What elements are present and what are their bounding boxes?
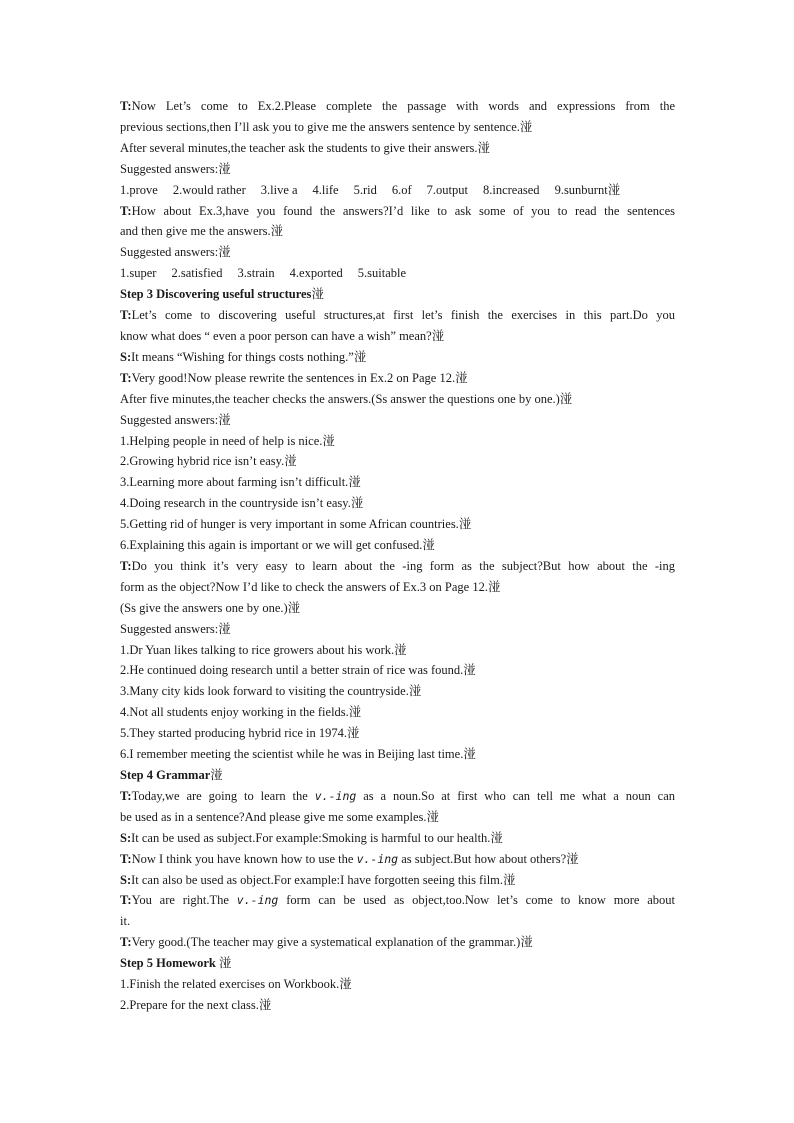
list-item: 1.Helping people in need of help is nice.湴 xyxy=(120,433,335,448)
text-line: T:Very good!Now please rewrite the sentences in Ex.2 on Page 12.湴 xyxy=(120,370,468,385)
text-line: previous sections,then I’ll ask you to give me the answers sentence by sentence.湴 xyxy=(120,119,533,134)
text-line: Suggested answers:湴 xyxy=(120,245,231,260)
list-item: 3.Many city kids look forward to visiting the countryside.湴 xyxy=(120,684,422,699)
answer-row: 1.prove 2.would rather 3.live a 4.life 5.rid 6.of 7.output 8.increased 9.sunburnt湴 xyxy=(120,182,621,197)
text-line: T:Now Let’s come to Ex.2.Please complete the passage with words and expressions from the xyxy=(120,99,675,113)
list-item: 4.Not all students enjoy working in the fields.湴 xyxy=(120,705,362,720)
text-line: Suggested answers:湴 xyxy=(120,412,231,427)
list-item: 2.Growing hybrid rice isn’t easy.湴 xyxy=(120,454,297,469)
step-heading: Step 3 Discovering useful structures湴 xyxy=(120,287,324,302)
text-line: S:It can also be used as object.For example:I have forgotten seeing this film.湴 xyxy=(120,872,516,887)
text-line: and then give me the answers.湴 xyxy=(120,224,284,239)
text-line: After five minutes,the teacher checks the answers.(Ss answer the questions one by one.)湴 xyxy=(120,391,573,406)
list-item: 5.Getting rid of hunger is very important in some African countries.湴 xyxy=(120,517,472,532)
list-item: 5.They started producing hybrid rice in 1974.湴 xyxy=(120,726,360,741)
list-item: 1.Finish the related exercises on Workbook.湴 xyxy=(120,977,352,992)
text-line: T:How about Ex.3,have you found the answers?I’d like to ask some of you to read the sentences xyxy=(120,203,675,218)
text-line: know what does “ even a poor person can have a wish” mean?湴 xyxy=(120,328,445,343)
text-line: form as the object?Now I’d like to check the answers of Ex.3 on Page 12.湴 xyxy=(120,579,501,594)
step-heading: Step 4 Grammar湴 xyxy=(120,768,223,782)
text-line: S:It can be used as subject.For example:Smoking is harmful to our health.湴 xyxy=(120,830,503,845)
list-item: 3.Learning more about farming isn’t difficult.湴 xyxy=(120,475,361,490)
list-item: 4.Doing research in the countryside isn’t easy.湴 xyxy=(120,496,364,511)
lesson-plan-page xyxy=(120,96,675,1016)
list-item: 6.I remember meeting the scientist while he was in Beijing last time.湴 xyxy=(120,747,476,762)
step-heading: Step 5 Homework 湴 xyxy=(120,956,232,971)
list-item: 1.Dr Yuan likes talking to rice growers about his work.湴 xyxy=(120,642,407,657)
speaker-label: T: xyxy=(120,99,132,113)
text-line: T:Let’s come to discovering useful structures,at first let’s finish the exercises in this part.Do you xyxy=(120,308,675,323)
text-line: (Ss give the answers one by one.)湴 xyxy=(120,600,301,615)
list-item: 2.Prepare for the next class.湴 xyxy=(120,997,272,1012)
answer-row: 1.super 2.satisfied 3.strain 4.exported 5.suitable xyxy=(120,266,407,281)
text-line: T:Very good.(The teacher may give a systematical explanation of the grammar.)湴 xyxy=(120,935,533,950)
list-item: 6.Explaining this again is important or we will get confused.湴 xyxy=(120,538,435,553)
text-line: Suggested answers:湴 xyxy=(120,621,231,636)
text-line: be used as in a sentence?And please give me some examples.湴 xyxy=(120,809,440,824)
text-line: S:It means “Wishing for things costs nothing.”湴 xyxy=(120,349,367,364)
text-line: T:Today,we are going to learn the v.-ing as a noun.So at first who can tell me what a noun can xyxy=(120,788,675,803)
text-line: Suggested answers:湴 xyxy=(120,161,231,176)
text-line: it. xyxy=(120,914,131,929)
text-line: T:Now I think you have known how to use the v.-ing as subject.But how about others?湴 xyxy=(120,851,579,866)
list-item: 2.He continued doing research until a better strain of rice was found.湴 xyxy=(120,663,476,678)
text-line: T:Do you think it’s very easy to learn about the -ing form as the subject?But how about the -ing xyxy=(120,558,675,573)
text-line: T:You are right.The v.-ing form can be used as object,too.Now let’s come to know more about xyxy=(120,893,676,908)
text-line: After several minutes,the teacher ask the students to give their answers.湴 xyxy=(120,140,491,155)
